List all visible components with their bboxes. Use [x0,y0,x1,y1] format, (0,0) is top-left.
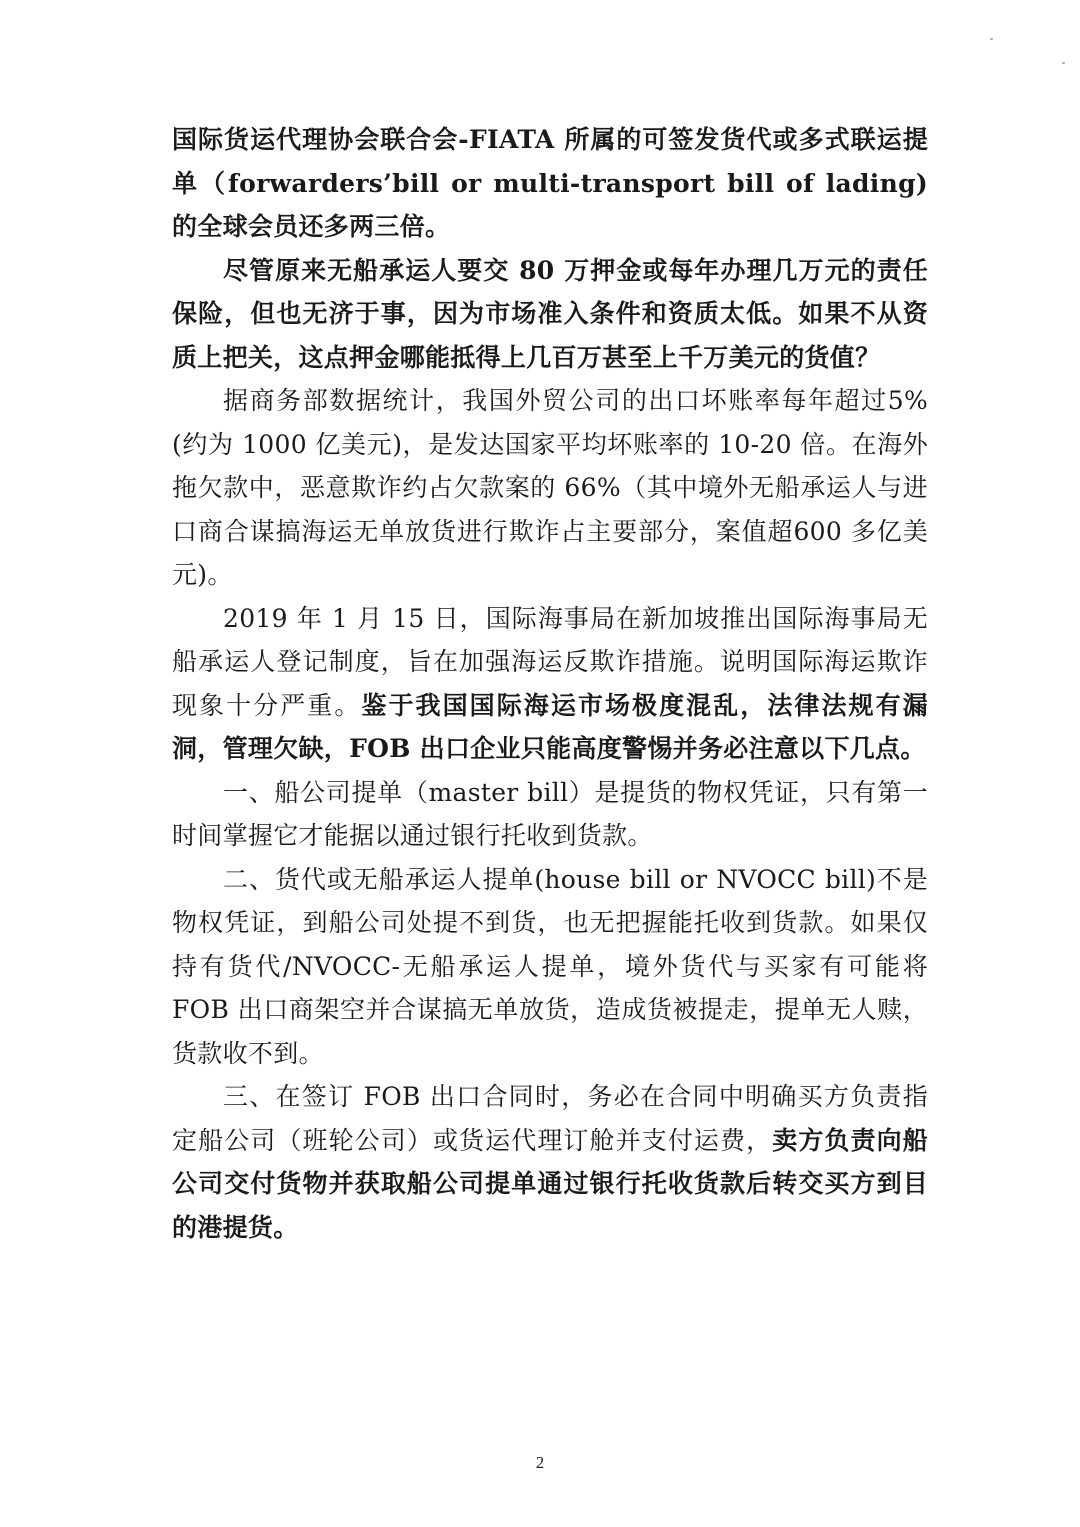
paragraph-imb-registration-text: 2019 年 1 月 15 日，国际海事局在新加坡推出国际海事局无船承运人登记制度，旨在加强海运反欺诈措施。说明国际海运欺诈现象十分严重。 [172,603,928,720]
scan-speck [990,38,993,40]
paragraph-point-three-emphasis: 卖方负责向船公司交付货物并获取船公司提单通过银行托收货款后转交买方到目的港提货。 [172,1125,928,1242]
document-page [172,118,928,1418]
paragraph-point-three-text: 三、在签订 FOB 出口合同时，务必在合同中明确买方负责指定船公司（班轮公司）或货运代理订舱并支付运费， [172,1082,928,1155]
paragraph-point-two-house-bill: 二、货代或无船承运人提单(house bill or NVOCC bill)不是物权凭证，到船公司处提不到货，也无把握能托收到货款。如果仅持有货代/NVOCC-无船承运人提单，境外货代与买家有可能将 FOB 出口商架空并合谋搞无单放货，造成货被提走，提单无人赎，货款收不到。 [172,864,928,1068]
paragraph-imb-registration-emphasis: 鉴于我国国际海运市场极度混乱，法律法规有漏洞，管理欠缺，FOB 出口企业只能高度警惕并务必注意以下几点。 [172,690,928,763]
paragraph-fiata-members: 国际货运代理协会联合会-FIATA 所属的可签发货代或多式联运提单（forwarders’bill or multi-transport bill of lading)的全球会员还多两三倍。 [172,125,928,241]
paragraph-bad-debt-statistics: 据商务部数据统计，我国外贸公司的出口坏账率每年超过5%(约为 1000 亿美元)，是发达国家平均坏账率的 10-20 倍。在海外拖欠款中，恶意欺诈约占欠款案的 66%（其中境外无船承运人与进口商合谋搞海运无单放货进行欺诈占主要部分，案值超600 多亿美元)。 [172,386,928,589]
paragraph-imb-registration [172,597,928,771]
paragraph-point-one-master-bill: 一、船公司提单（master bill）是提货的物权凭证，只有第一时间掌握它才能据以通过银行托收到货款。 [172,777,928,850]
page-number: 2 [535,1453,545,1472]
paragraph-deposit-insurance: 尽管原来无船承运人要交 80 万押金或每年办理几万元的责任保险，但也无济于事，因为市场准入条件和资质太低。如果不从资质上把关，这点押金哪能抵得上几百万甚至上千万美元的货值？ [172,255,928,372]
scan-speck [1062,62,1065,64]
paragraph-point-three-fob-contract [172,1075,928,1249]
